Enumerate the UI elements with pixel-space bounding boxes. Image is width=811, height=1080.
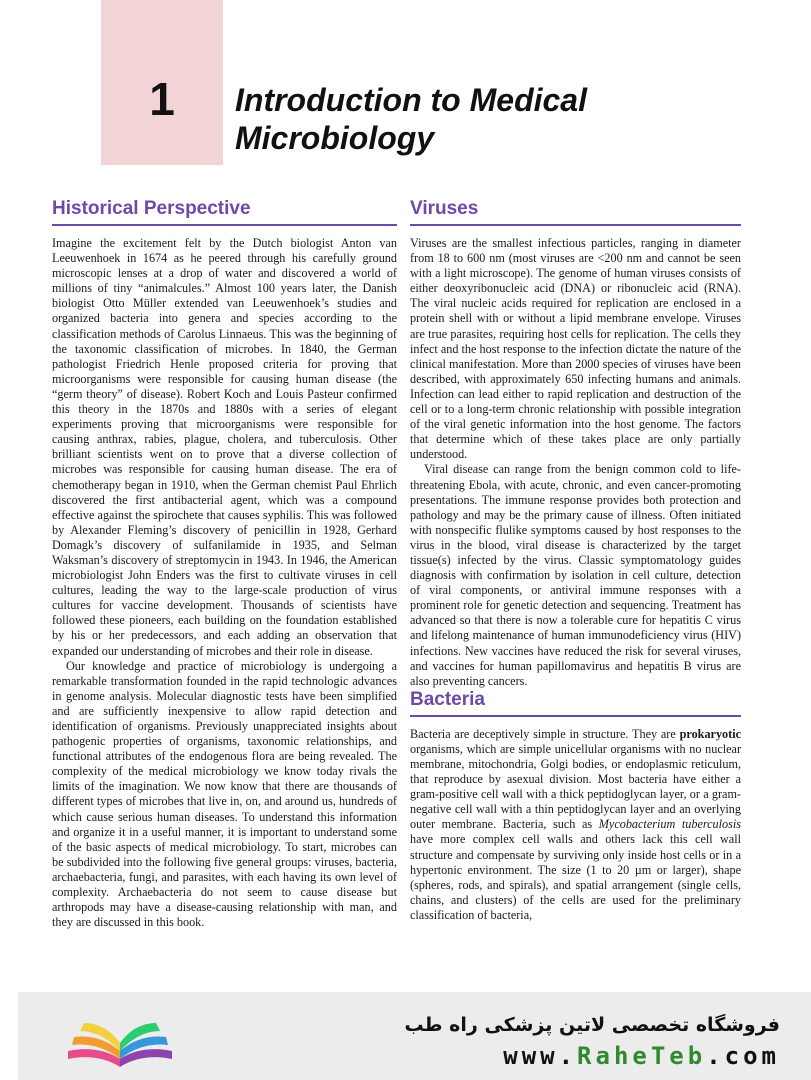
paragraph-history-1: Imagine the excitement felt by the Dutch biologist Anton van Leeuwenhoek in 1674 as he peered through his carefully ground microscopic lenses at a drop of water and discovered a world of millions of tiny “animalcules.” Almost 100 years later, the Danish biologist Otto Müller extended van Leeuwenhoek’s studies and organized bacteria into genera and species according to the classification methods of Carolus Linnaeus. This was the beginning of the taxonomic classification of microbes. In 1840, the German pathologist Friedrich Henle proposed criteria for proving that microorganisms were responsible for causing human disease (the “germ theory” of disease). Robert Koch and Louis Pasteur confirmed this theory in the 1870s and 1880s with a series of elegant experiments proving that microorganisms were responsible for causing anthrax, rabies, plague, cholera, and tuberculosis. Other brilliant scientists went on to prove that a diverse collection of microbes was responsible for causing human disease. The era of chemotherapy began in 1910, when the German chemist Paul Ehrlich discovered the first antibacterial agent, which was a compound effective against the spirochete that causes syphilis. This was followed by Alexander Fleming’s discovery of penicillin in 1928, Gerhard Domagk’s discovery of sulfanilamide in 1935, and Selman Waksman’s discovery of streptomycin in 1943. In 1946, the American microbiologist John Enders was the first to cultivate viruses in cell cultures, leading the way to the large-scale production of virus cultures for vaccine development. Thousands of scientists have followed these pioneers, each building on the foundation established by his or her predecessors, and each adding an observation that expanded our understanding of microbes and their role in disease. [52, 236, 397, 658]
open-book-logo-icon [60, 1005, 180, 1075]
footer-website-url[interactable] [410, 1042, 780, 1070]
right-column [410, 198, 741, 923]
bacteria-text-a: Bacteria are deceptively simple in structure. They are [410, 726, 680, 741]
left-column [52, 198, 397, 930]
chapter-number: 1 [149, 73, 175, 125]
paragraph-history-2: Our knowledge and practice of microbiology is undergoing a remarkable transformation founded in the rapid technologic advances in genome analysis. Molecular diagnostic tests have been simplified and are sufficiently inexpensive to allow rapid detection and identification of organisms. Previously unappreciated insights about pathogenic properties of organisms, taxonomic relationships, and functional attributes of the endogenous flora are being revealed. The complexity of the medical microbiology we know today rivals the limits of the imagination. We now know that there are thousands of different types of microbes that live in, on, and around us, hundreds of which cause serious human diseases. To understand this information and organize it in a useful manner, it is important to understand some of the basic aspects of medical microbiology. To start, microbes can be subdivided into the following five general groups: viruses, bacteria, archaebacteria, fungi, and parasites, with each having its own level of complexity. Archaebacteria do not seem to cause disease but arthropods may have a disease-causing relationship with man, and they are discussed in this book. [52, 658, 397, 930]
paragraph-viruses-2: Viral disease can range from the benign common cold to life-threatening Ebola, with acute, chronic, and even cancer-promoting presentations. The immune response provides both protection and pathology and may be the primary cause of illness. Often initiated with nonspecific flulike symptoms caused by host responses to the virus in the blood, viral disease is characterized by the target tissue(s) infected by the virus. Classic symptomatology guides diagnosis with confirmation by isolation in cell culture, detection of viral components, or antiviral immune responses with a prominent role for genetic detection and sequencing. Treatment has advanced so that there is now a tolerable cure for hepatitis C virus and lifelong maintenance of human immunodeficiency virus (HIV) infections. New vaccines have reduced the risk for several viruses, and vaccines for human papillomavirus and hepatitis B virus are also preventing cancers. [410, 462, 741, 688]
paragraph-bacteria-1 [410, 727, 741, 923]
footer-url-suffix: .com [706, 1042, 780, 1070]
bacteria-text-c: have more complex cell walls and others lack this cell wall structure and compensate by surviving only inside host cells or in a hypertonic environment. The size (1 to 20 µm or larger), shape (spheres, rods, and spirals), and spatial arrangement (single cells, chains, and clusters) of the cells are used for the preliminary classification of bacteria, [410, 832, 741, 922]
paragraph-viruses-1: Viruses are the smallest infectious particles, ranging in diameter from 18 to 600 nm (most viruses are <200 nm and cannot be seen with a light microscope). The genome of human viruses consists of either deoxyribonucleic acid (DNA) or ribonucleic acid (RNA). The viral nucleic acids required for replication are enclosed in a protein shell with or without a lipid membrane envelope. Viruses are true parasites, requiring host cells for replication. The cells they infect and the host response to the infection dictate the nature of the clinical manifestation. More than 2000 species of viruses have been described, with approximately 650 infecting humans and animals. Infection can lead either to rapid replication and destruction of the cell or to a long-term chronic relationship with possible integration of the viral genetic information into the host genome. The factors that determine which of these takes place are only partially understood. [410, 236, 741, 462]
footer-url-prefix: www. [503, 1042, 578, 1070]
chapter-title-line-1: Introduction to Medical [235, 82, 587, 118]
bacteria-term-prokaryotic: prokaryotic [679, 726, 741, 741]
footer-store-name: فروشگاه تخصصی لاتین پزشکی راه طب [404, 1014, 780, 1036]
section-heading-bacteria: Bacteria [410, 689, 741, 717]
bacteria-term-mycobacterium: Mycobacterium tuberculosis [598, 817, 741, 832]
section-heading-historical-perspective: Historical Perspective [52, 198, 397, 226]
chapter-title [235, 81, 775, 157]
section-heading-viruses: Viruses [410, 198, 741, 226]
chapter-title-line-2: Microbiology [235, 120, 435, 156]
bacteria-text-b: organisms, which are simple unicellular organisms with no nuclear membrane, mitochondria, Golgi bodies, or endoplasmic reticulum, that reproduce by asexual division. Most bacteria have either a gram-positive cell wall with a thick peptidoglycan layer, or a gram-negative cell wall with a thin peptidoglycan layer and an overlying outer membrane. Bacteria, such as [410, 741, 741, 832]
footer-url-brand: RaheTeb [577, 1042, 707, 1070]
